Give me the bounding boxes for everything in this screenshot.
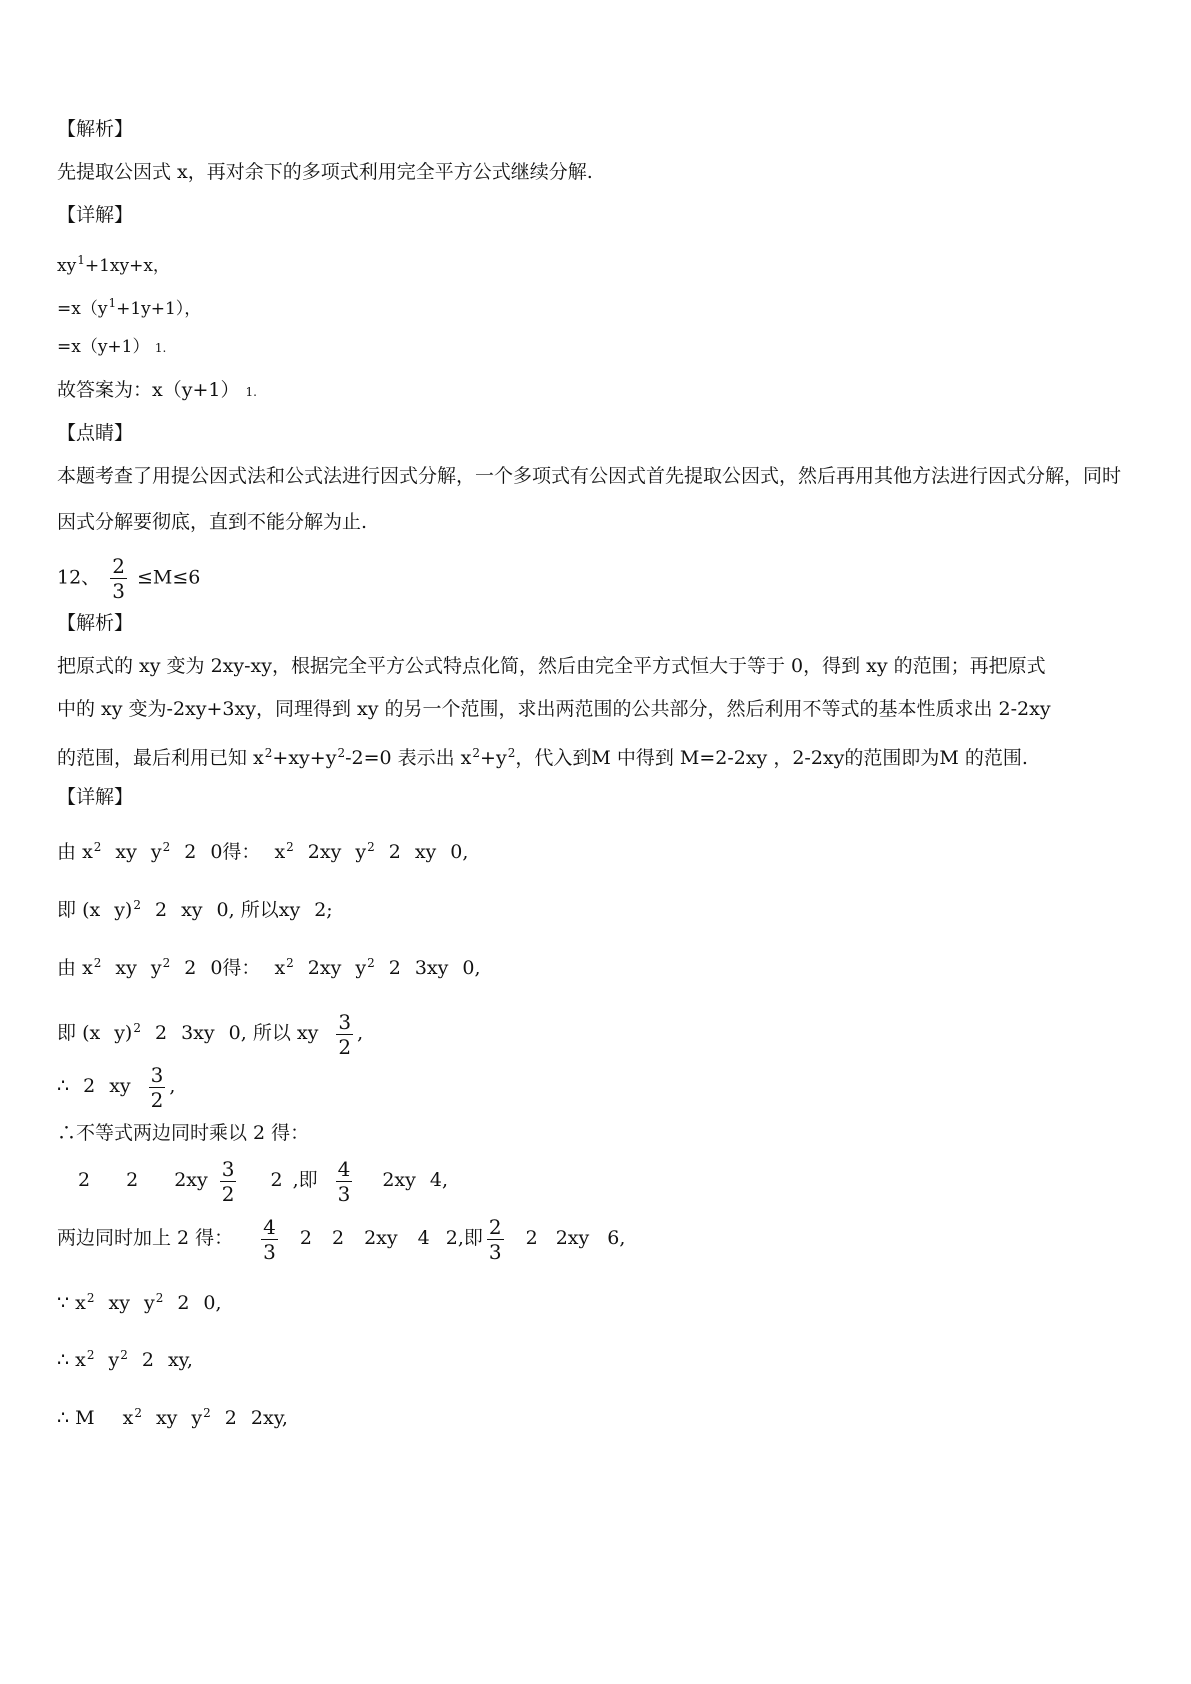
derivation-line-5: ∴ 2 xy $\frac{3}{2}$ ,	[57, 1062, 176, 1112]
fraction: $\frac{2}{3}$	[112, 554, 125, 603]
derivation-line-1: 由 $x^2$ xy $y^2$ 2 0得： $x^2$ 2xy $y^2$ 2 xy 0,	[57, 840, 469, 863]
derivation-line-10: ∴ $x^2$ $y^2$ 2 xy,	[57, 1348, 193, 1371]
derivation-line-2: 即 (x y)$^2$ 2 xy 0, 所以xy 2;	[57, 898, 333, 921]
derivation-line-11: ∴ M $x^2$ xy $y^2$ 2 2xy,	[57, 1406, 288, 1429]
derivation-line-4: 即 (x y)$^2$ 2 3xy 0, 所以 xy $\frac{3}{2}$ ,	[57, 1009, 364, 1059]
q12-heading-analysis: 【解析】	[57, 612, 134, 634]
fraction: $\frac{4}{3}$	[263, 1214, 276, 1264]
q12-analysis-line-1: 把原式的 xy 变为 2xy-xy，根据完全平方公式特点化简，然后由完全平方式恒大于等于 0，得到 xy 的范围；再把原式	[57, 655, 1046, 677]
q12-answer: 12、 $\frac{2}{3}$ ≤M≤6	[57, 554, 201, 603]
q12-heading-detail: 【详解】	[57, 786, 134, 808]
q12-analysis-line-2: 中的 xy 变为-2xy+3xy，同理得到 xy 的另一个范围，求出两范围的公共部分，然后利用不等式的基本性质求出 2-2xy	[57, 698, 1051, 720]
derivation-line-8: 两边同时加上 2 得： $\frac{4}{3}$ 2 2 2xy 4 2,即 $\frac{2}{3}$ 2 2xy 6,	[57, 1214, 626, 1264]
fraction: $\frac{2}{3}$	[488, 1214, 502, 1264]
derivation-line-6: ∴不等式两边同时乘以 2 得：	[57, 1122, 310, 1144]
analysis-text: 先提取公因式 x，再对余下的多项式利用完全平方公式继续分解.	[57, 161, 593, 183]
derivation-line-9: ∵ $x^2$ xy $y^2$ 2 0,	[57, 1291, 222, 1314]
q12-analysis-line-3: 的范围，最后利用已知 $x^2+xy+y^2-2=0$ 表示出 $x^2+y^2$，代入到M 中得到 M=2-2xy ，2-2xy的范围即为M 的范围.	[57, 746, 1028, 769]
derivation-line-3: 由 $x^2$ xy $y^2$ 2 0得： $x^2$ 2xy $y^2$ 2 3xy 0,	[57, 956, 481, 979]
comment-text: 本题考查了用提公因式法和公式法进行因式分解，一个多项式有公因式首先提取公因式，然后再用其他方法进行因式分解，同时因式分解要彻底，直到不能分解为止.	[57, 465, 1122, 533]
step-line-3: =x（y+1） 1.	[57, 337, 167, 357]
fraction: $\frac{3}{2}$	[150, 1062, 164, 1112]
heading-analysis: 【解析】	[57, 118, 134, 140]
step-line-2: $=x(y^1+1y+1)$，	[57, 296, 202, 319]
derivation-line-7: 2 2 2xy $\frac{3}{2}$ 2 ,即 $\frac{4}{3}$ 2xy 4,	[78, 1156, 449, 1206]
heading-comment: 【点睛】	[57, 422, 134, 444]
fraction: $\frac{3}{2}$	[338, 1009, 352, 1059]
heading-detail: 【详解】	[57, 204, 134, 226]
fraction: $\frac{3}{2}$	[221, 1156, 235, 1206]
step-line-1: $xy^1+1xy+x$，	[57, 253, 170, 276]
fraction: $\frac{4}{3}$	[337, 1156, 351, 1206]
answer-line: 故答案为：x（y+1） 1.	[57, 379, 257, 401]
